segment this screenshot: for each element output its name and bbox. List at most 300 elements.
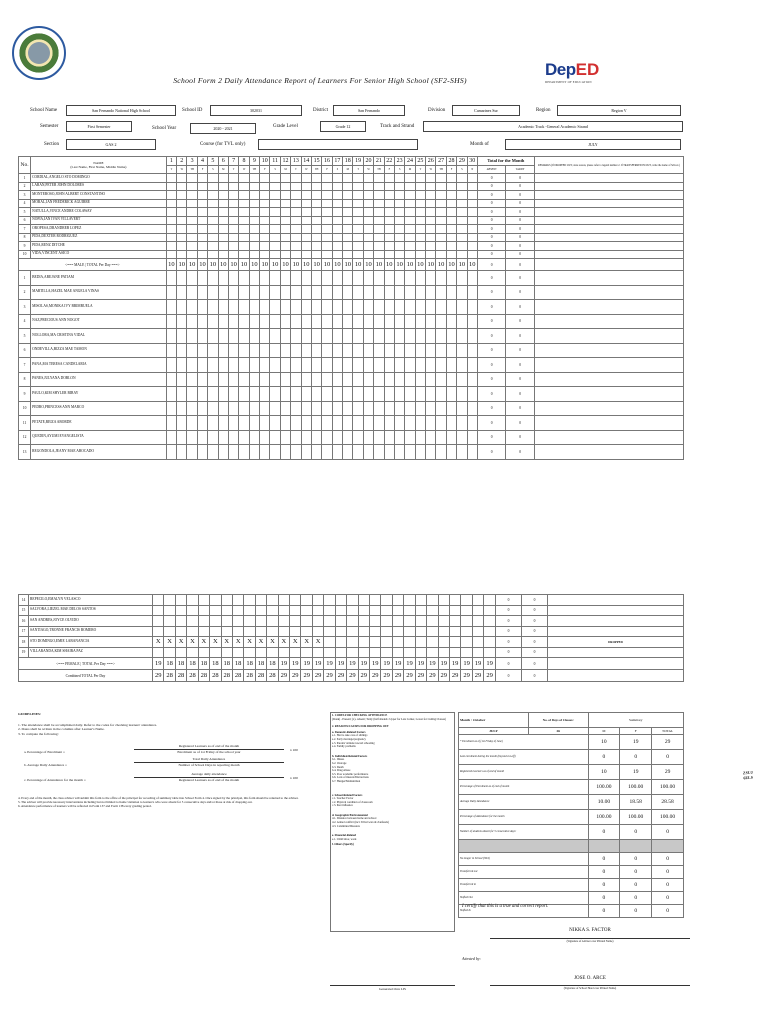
attendance-cell-5 — [198, 647, 209, 658]
student-no: 17 — [19, 626, 29, 637]
attendance-cell-5 — [208, 271, 218, 286]
attendance-cell-16 — [322, 343, 332, 358]
attendance-cell-20 — [363, 401, 373, 416]
attendance-cell-6 — [218, 416, 228, 431]
attendance-cell-20 — [363, 182, 373, 191]
male-total-row-day-23: 10 — [394, 259, 404, 271]
attendance-cell-22 — [392, 605, 403, 616]
section-field[interactable]: GAS 2 — [66, 139, 156, 150]
attendance-cell-23 — [404, 595, 415, 606]
attendance-cell-29 — [457, 285, 467, 300]
attendance-cell-8 — [239, 343, 249, 358]
student-name: PIDA,DEXTER RODRIGUEZ — [31, 233, 167, 242]
school-id-field[interactable]: 302031 — [210, 105, 302, 116]
attendance-cell-2 — [177, 314, 187, 329]
attendance-cell-9 — [249, 343, 259, 358]
summary-label: Summary — [588, 713, 683, 728]
attendance-cell-28 — [446, 445, 456, 460]
combined-total-row-day-17: 29 — [335, 670, 346, 682]
attendance-cell-3 — [187, 314, 197, 329]
attendance-cell-29 — [457, 191, 467, 200]
attendance-cell-10 — [255, 647, 266, 658]
attendance-cell-21 — [374, 343, 384, 358]
attendance-cell-9 — [249, 174, 259, 183]
student-no: 3 — [19, 191, 31, 200]
attendance-cell-14 — [301, 605, 312, 616]
attendance-cell-11 — [270, 191, 280, 200]
attendance-cell-2 — [177, 174, 187, 183]
absent-mark: X — [267, 637, 278, 648]
student-name: OROPESA,DRANDREB LOPEZ — [31, 225, 167, 234]
attendance-cell-9 — [249, 401, 259, 416]
attendance-cell-29 — [457, 445, 467, 460]
attendance-cell-25 — [415, 416, 425, 431]
attendance-cell-30 — [467, 314, 477, 329]
combined-total-row-day-1: 29 — [153, 670, 164, 682]
attendance-cell-5 — [198, 616, 209, 627]
absent-count: 0 — [477, 358, 505, 373]
no-header: No. — [19, 157, 31, 174]
reason-item: b.2. Overage — [332, 761, 347, 765]
attendance-cell-17 — [332, 343, 342, 358]
attendance-cell-15 — [311, 182, 321, 191]
attendance-cell-7 — [228, 199, 238, 208]
attendance-cell-21 — [374, 199, 384, 208]
attendance-cell-14 — [301, 216, 311, 225]
attendance-cell-19 — [353, 314, 363, 329]
day-number-26: 26 — [426, 157, 436, 166]
day-number-1: 1 — [166, 157, 176, 166]
attendance-cell-17 — [332, 387, 342, 402]
attendance-cell-23 — [404, 647, 415, 658]
attendance-cell-1 — [166, 329, 176, 344]
total-absent: 0 — [496, 658, 522, 670]
grade-level-field[interactable]: Grade 12 — [320, 121, 366, 132]
attendance-cell-21 — [374, 182, 384, 191]
attendance-cell-27 — [436, 329, 446, 344]
reason-c-items — [332, 797, 453, 808]
attendance-cell-2 — [177, 191, 187, 200]
absent-mark: X — [221, 637, 232, 648]
student-name: NOLLORA,MA CRISTINA VIDAL — [31, 329, 167, 344]
attendance-cell-1 — [166, 430, 176, 445]
summary-f: 100.00 — [620, 780, 652, 795]
attendance-cell-14 — [301, 225, 311, 234]
codes-title: 1. CODES FOR CHECKING ATTENDANCE — [332, 714, 388, 717]
attendance-cell-2 — [177, 300, 187, 315]
summary-total: 0 — [652, 853, 684, 866]
tardy-header: TARDY — [506, 165, 534, 174]
attendance-cell-24 — [405, 199, 415, 208]
attendance-cell-6 — [218, 199, 228, 208]
attendance-cell-23 — [394, 314, 404, 329]
attendance-cell-1 — [166, 314, 176, 329]
attendance-cell-3 — [187, 174, 197, 183]
attendance-cell-2 — [164, 626, 175, 637]
weekday-1: T — [166, 165, 176, 174]
attendance-cell-8 — [239, 182, 249, 191]
attendance-cell-20 — [363, 242, 373, 251]
attendance-cell-29 — [472, 637, 483, 648]
female-total-row-day-9: 18 — [244, 658, 255, 670]
attendance-cell-30 — [467, 250, 477, 259]
attendance-cell-6 — [218, 387, 228, 402]
attendance-cell-21 — [374, 225, 384, 234]
attendance-cell-8 — [239, 300, 249, 315]
day-number-7: 7 — [228, 157, 238, 166]
school-name-label: School Name — [30, 108, 58, 113]
summary-f: 0 — [620, 825, 652, 840]
attendance-cell-10 — [260, 242, 270, 251]
attendance-cell-13 — [291, 174, 301, 183]
summary-m: 100.00 — [588, 780, 620, 795]
reason-item: a.2. Early marriage/pregnancy — [332, 737, 366, 741]
attendance-cell-8 — [239, 445, 249, 460]
attendance-cell-21 — [374, 358, 384, 373]
attendance-cell-4 — [197, 416, 207, 431]
attendance-cell-13 — [291, 199, 301, 208]
student-row — [19, 233, 684, 242]
attendance-cell-1 — [166, 208, 176, 217]
student-name: MISOLAS,MONIKA IVY BRIMBUELA — [31, 300, 167, 315]
attendance-cell-11 — [270, 343, 280, 358]
attendance-cell-13 — [291, 208, 301, 217]
attendance-cell-2 — [177, 242, 187, 251]
student-row — [19, 343, 684, 358]
track-field[interactable]: Academic Track -General Academic Strand — [423, 121, 683, 132]
attendance-cell-8 — [239, 372, 249, 387]
attendance-cell-15 — [311, 329, 321, 344]
attendance-cell-1 — [166, 216, 176, 225]
attendance-cell-8 — [239, 199, 249, 208]
attendance-cell-29 — [457, 387, 467, 402]
guideline-2: 2. Dates shall be written in the columns after Learner's Name. — [18, 727, 105, 732]
attendance-cell-10 — [260, 343, 270, 358]
summary-f — [620, 840, 652, 853]
region-field[interactable]: Region V — [557, 105, 681, 116]
tardy-count: 0 — [506, 387, 534, 402]
attendance-cell-13 — [291, 445, 301, 460]
reason-item: c.2. Physical condition of classroom — [332, 800, 373, 804]
summary-f-header: F — [620, 728, 652, 735]
student-name: NAZ,PRECIOUS ANN NOGOT — [31, 314, 167, 329]
attendance-cell-19 — [358, 595, 369, 606]
attendance-cell-21 — [381, 616, 392, 627]
attendance-cell-3 — [187, 430, 197, 445]
attendance-cell-10 — [260, 416, 270, 431]
attendance-cell-4 — [197, 343, 207, 358]
attendance-cell-19 — [358, 626, 369, 637]
attendance-cell-1 — [166, 401, 176, 416]
tardy-count: 0 — [522, 626, 548, 637]
male-total-row-day-6: 10 — [218, 259, 228, 271]
formula-c-den: Registered Learners as of end of the month — [178, 778, 240, 782]
attendance-cell-30 — [467, 225, 477, 234]
attendance-cell-26 — [426, 285, 436, 300]
remarks-cell — [534, 401, 683, 416]
summary-row-label: No longer in School (NLS) — [459, 853, 589, 866]
attendance-cell-30 — [467, 416, 477, 431]
male-total-row-day-25: 10 — [415, 259, 425, 271]
guideline-5: 5. The adviser will provide necessary interventions including but not limited to home visitation to learner/s who were absent for 5 consecutive days and/or those at risk of dropping out. — [18, 800, 253, 804]
remarks-cell — [548, 595, 684, 606]
student-no: 8 — [19, 372, 31, 387]
attendance-cell-8 — [239, 208, 249, 217]
female-total-row-day-22: 19 — [392, 658, 403, 670]
attendance-cell-21 — [374, 285, 384, 300]
district-field[interactable]: San Fernando — [333, 105, 405, 116]
attendance-cell-23 — [394, 329, 404, 344]
attendance-cell-29 — [457, 430, 467, 445]
section-label: Section — [44, 142, 59, 147]
attendance-cell-23 — [404, 637, 415, 648]
attendance-cell-10 — [260, 225, 270, 234]
female-total-row-day-4: 18 — [187, 658, 198, 670]
attendance-cell-8 — [239, 242, 249, 251]
attendance-cell-5 — [208, 199, 218, 208]
summary-row-label: Shifted In — [459, 905, 589, 918]
weekday-18: M — [343, 165, 353, 174]
attendance-cell-2 — [177, 343, 187, 358]
attendance-cell-6 — [218, 329, 228, 344]
attendance-cell-10 — [260, 208, 270, 217]
attendance-cell-18 — [343, 225, 353, 234]
combined-total-row-day-26: 29 — [438, 670, 449, 682]
attendance-cell-16 — [322, 182, 332, 191]
summary-total: 29 — [652, 765, 684, 780]
attendance-cell-27 — [436, 242, 446, 251]
attendance-cell-19 — [358, 647, 369, 658]
attendance-cell-6 — [210, 647, 221, 658]
attendance-cell-6 — [218, 430, 228, 445]
male-total-row-day-16: 10 — [322, 259, 332, 271]
absent-mark: X — [187, 637, 198, 648]
month-label: Month of — [470, 142, 489, 147]
head-name: JOSE O. ARCE — [574, 976, 606, 981]
attendance-cell-11 — [267, 595, 278, 606]
combined-total-row-day-23: 29 — [404, 670, 415, 682]
attendance-cell-19 — [353, 208, 363, 217]
school-year-field[interactable]: 2020 - 2021 — [190, 123, 256, 134]
summary-row-label: Late enrolment during the month (beyond cut-off) — [459, 750, 589, 765]
attendance-cell-16 — [322, 216, 332, 225]
tardy-count: 0 — [506, 233, 534, 242]
tardy-count: 0 — [522, 637, 548, 648]
attendance-cell-28 — [446, 314, 456, 329]
attendance-cell-22 — [384, 300, 394, 315]
female-total-row-day-15: 19 — [312, 658, 323, 670]
attendance-cell-25 — [415, 233, 425, 242]
attendance-cell-14 — [301, 182, 311, 191]
attendance-cell-21 — [381, 647, 392, 658]
absent-count: 0 — [477, 285, 505, 300]
attendance-cell-18 — [343, 199, 353, 208]
attendance-cell-30 — [467, 174, 477, 183]
attendance-cell-12 — [280, 242, 290, 251]
attendance-cell-22 — [384, 314, 394, 329]
summary-total: 29 — [652, 735, 684, 750]
attendance-cell-17 — [335, 605, 346, 616]
total-remarks — [548, 670, 684, 682]
attendance-cell-29 — [457, 199, 467, 208]
summary-total: 28.58 — [652, 795, 684, 810]
student-no: 5 — [19, 329, 31, 344]
summary-f: 19 — [620, 765, 652, 780]
attendance-cell-18 — [347, 595, 358, 606]
female-total-row-day-12: 19 — [278, 658, 289, 670]
student-no: 1 — [19, 174, 31, 183]
summary-row-label: Transferred in — [459, 879, 589, 892]
student-name: SAN ANDRES,JOYCE OLVIDO — [29, 616, 153, 627]
attendance-cell-14 — [301, 208, 311, 217]
attendance-cell-14 — [301, 416, 311, 431]
student-row — [19, 647, 684, 658]
attendance-cell-3 — [187, 233, 197, 242]
absent-count: 0 — [496, 605, 522, 616]
day-number-9: 9 — [249, 157, 259, 166]
semester-field[interactable]: First Semester — [66, 121, 132, 132]
attendance-cell-4 — [187, 595, 198, 606]
attendance-cell-11 — [267, 626, 278, 637]
attendance-cell-28 — [446, 329, 456, 344]
attendance-cell-4 — [187, 616, 198, 627]
attendance-cell-8 — [239, 314, 249, 329]
attendance-cell-22 — [384, 242, 394, 251]
summary-total: 0 — [652, 879, 684, 892]
attendance-cell-13 — [291, 401, 301, 416]
attendance-cell-6 — [218, 242, 228, 251]
male-total-row-day-19: 10 — [353, 259, 363, 271]
attendance-cell-16 — [322, 372, 332, 387]
guideline-4: 4. Every end of the month, the class adviser will submit this form to the office of the principal for recording of summary table into School Form 4. Once signed by the principal, this form should be returned to the adviser. — [18, 796, 299, 800]
attendance-cell-27 — [436, 445, 446, 460]
attendance-cell-28 — [461, 647, 472, 658]
attendance-cell-20 — [363, 199, 373, 208]
total-absent: 0 — [477, 259, 505, 271]
attendance-cell-22 — [384, 233, 394, 242]
attendance-cell-3 — [187, 242, 197, 251]
attendance-cell-16 — [322, 387, 332, 402]
attendance-cell-14 — [301, 358, 311, 373]
attendance-cell-19 — [353, 430, 363, 445]
student-name: VILLARANDA,KIM SHAIRA PAZ — [29, 647, 153, 658]
summary-total: 0 — [652, 905, 684, 918]
summary-row — [459, 866, 684, 879]
attendance-cell-16 — [324, 626, 335, 637]
attendance-cell-22 — [384, 174, 394, 183]
male-total-row-day-5: 10 — [208, 259, 218, 271]
attendance-cell-3 — [187, 387, 197, 402]
attendance-cell-11 — [267, 616, 278, 627]
attendance-cell-9 — [249, 314, 259, 329]
attendance-cell-8 — [239, 285, 249, 300]
reason-b-items — [332, 758, 453, 783]
attendance-cell-3 — [175, 626, 186, 637]
absent-count: 0 — [477, 401, 505, 416]
attendance-cell-1 — [166, 199, 176, 208]
attendance-cell-24 — [405, 208, 415, 217]
attendance-cell-16 — [322, 199, 332, 208]
day-number-21: 21 — [374, 157, 384, 166]
attendance-cell-21 — [374, 445, 384, 460]
combined-total-row-day-12: 29 — [278, 670, 289, 682]
attendance-cell-1 — [166, 271, 176, 286]
student-name: PIDA,RENZ DITCHE — [31, 242, 167, 251]
tardy-count: 0 — [506, 199, 534, 208]
attendance-cell-9 — [249, 387, 259, 402]
attendance-cell-13 — [291, 242, 301, 251]
combined-total-row-day-30: 29 — [484, 670, 496, 682]
summary-table — [458, 712, 684, 918]
attendance-cell-11 — [270, 271, 280, 286]
attendance-cell-15 — [311, 416, 321, 431]
summary-total: 0 — [652, 825, 684, 840]
division-field[interactable]: Camarines Sur — [452, 105, 520, 116]
attendance-cell-28 — [446, 199, 456, 208]
female-total-row-day-29: 19 — [472, 658, 483, 670]
reason-f-title: f. Others (Specify) — [332, 843, 354, 847]
attendance-cell-18 — [343, 233, 353, 242]
attendance-cell-12 — [280, 225, 290, 234]
attendance-cell-3 — [187, 199, 197, 208]
attendance-cell-12 — [280, 358, 290, 373]
summary-f: 0 — [620, 853, 652, 866]
attendance-cell-7 — [221, 626, 232, 637]
attendance-cell-23 — [394, 343, 404, 358]
course-field[interactable] — [258, 139, 418, 150]
attendance-cell-18 — [347, 637, 358, 648]
attendance-cell-30 — [467, 343, 477, 358]
attendance-cell-6 — [218, 271, 228, 286]
attendance-cell-13 — [291, 285, 301, 300]
attendance-cell-17 — [332, 329, 342, 344]
codes-text: (blank) - Present; (x)- Absent; Tardy (half shaded= Upper for Late Comer, Lower for Cutting Classes) — [332, 717, 446, 721]
attendance-cell-29 — [457, 416, 467, 431]
absent-header: ABSENT — [477, 165, 505, 174]
attendance-cell-7 — [221, 647, 232, 658]
absent-count: 0 — [477, 372, 505, 387]
attendance-cell-12 — [278, 616, 289, 627]
month-field[interactable]: JULY — [505, 139, 681, 150]
tardy-count: 0 — [506, 225, 534, 234]
absent-count: 0 — [477, 182, 505, 191]
combined-total-row-day-3: 28 — [175, 670, 186, 682]
attendance-cell-29 — [457, 300, 467, 315]
attendance-cell-19 — [353, 174, 363, 183]
combined-total-row-day-24: 29 — [415, 670, 426, 682]
district-label: District — [313, 108, 328, 113]
attendance-cell-1 — [166, 343, 176, 358]
female-total-row-day-10: 18 — [255, 658, 266, 670]
attendance-cell-26 — [438, 647, 449, 658]
attendance-cell-29 — [472, 626, 483, 637]
attendance-cell-12 — [278, 647, 289, 658]
remarks-cell — [548, 626, 684, 637]
summary-m: 0 — [588, 750, 620, 765]
attendance-cell-9 — [249, 372, 259, 387]
attendance-cell-2 — [177, 216, 187, 225]
attendance-cell-6 — [218, 343, 228, 358]
attendance-cell-14 — [301, 647, 312, 658]
attendance-cell-8 — [232, 616, 243, 627]
attendance-cell-21 — [374, 430, 384, 445]
school-name-field[interactable]: San Fernando National High School — [66, 105, 176, 116]
logo-text-dep: Dep — [545, 60, 576, 79]
name-header-title: NAME — [93, 161, 104, 165]
attendance-cell-26 — [438, 637, 449, 648]
attendance-cell-16 — [322, 233, 332, 242]
student-name: LABAN,PETER JOHN DOLORES — [31, 182, 167, 191]
